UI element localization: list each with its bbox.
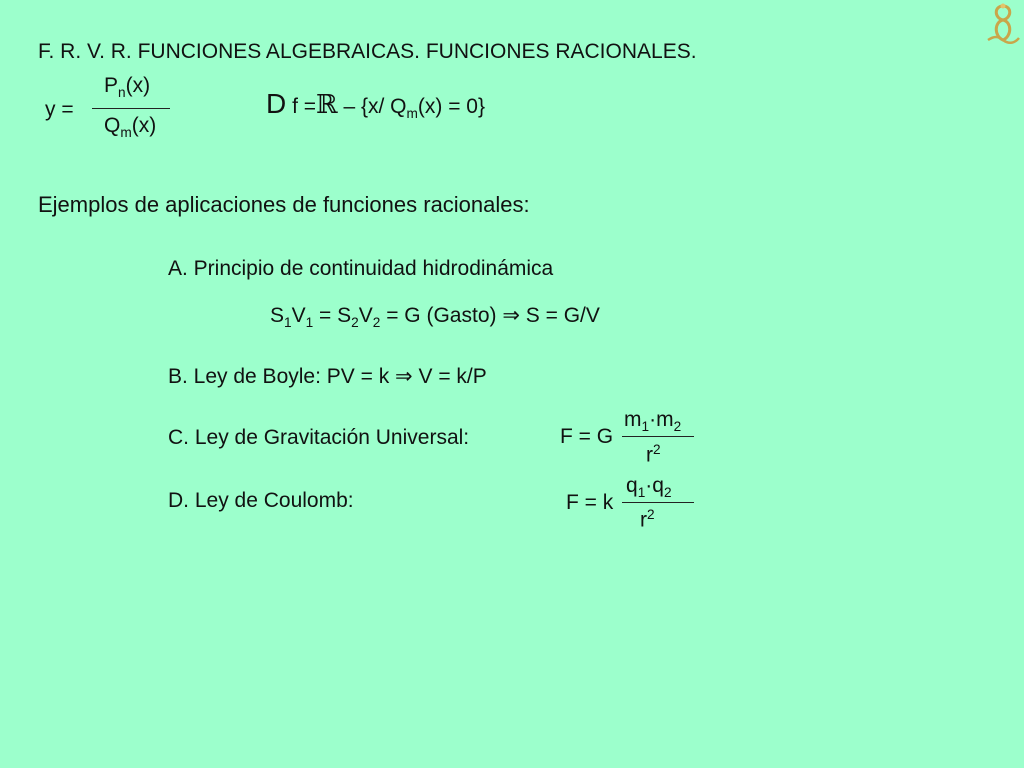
definition-fraction-line (92, 108, 170, 109)
item-c-label: C. Ley de Gravitación Universal: (168, 426, 470, 449)
definition-denominator: $Q_m(x)$ (104, 114, 157, 140)
item-d-lhs: F = k (566, 491, 614, 514)
definition-numerator: $P_n(x)$ (104, 74, 151, 100)
y-equals: y = (45, 98, 74, 121)
item-c-numerator: $m_1\cdot m_2$ (624, 408, 682, 434)
item-d-label: D. Ley de Coulomb: (168, 489, 354, 512)
item-c-fraction-line (622, 436, 694, 437)
item-a-label: A. Principio de continuidad hidrodinámica (168, 257, 554, 280)
item-c-denominator: $r^2$ (646, 442, 661, 467)
item-d-denominator: $r^2$ (640, 507, 655, 532)
examples-heading: Ejemplos de aplicaciones de funciones racionales: (38, 192, 530, 217)
item-a-equation: $S_1V_1 = S_2V_2 = G$ (Gasto) ⇒ S = G/V (270, 304, 600, 330)
item-d-fraction-line (622, 502, 694, 503)
domain-definition: D f =ℝ – {x/ $Q_m(x) = 0$} (266, 88, 485, 121)
item-d-numerator: $q_1\cdot q_2$ (626, 474, 672, 500)
page-title: F. R. V. R. FUNCIONES ALGEBRAICAS. FUNCIONES RACIONALES. (38, 40, 697, 63)
ornament-icon (984, 2, 1022, 46)
item-c-lhs: F = G (560, 425, 614, 448)
item-b-label: B. Ley de Boyle: PV = k ⇒ V = k/P (168, 365, 487, 388)
